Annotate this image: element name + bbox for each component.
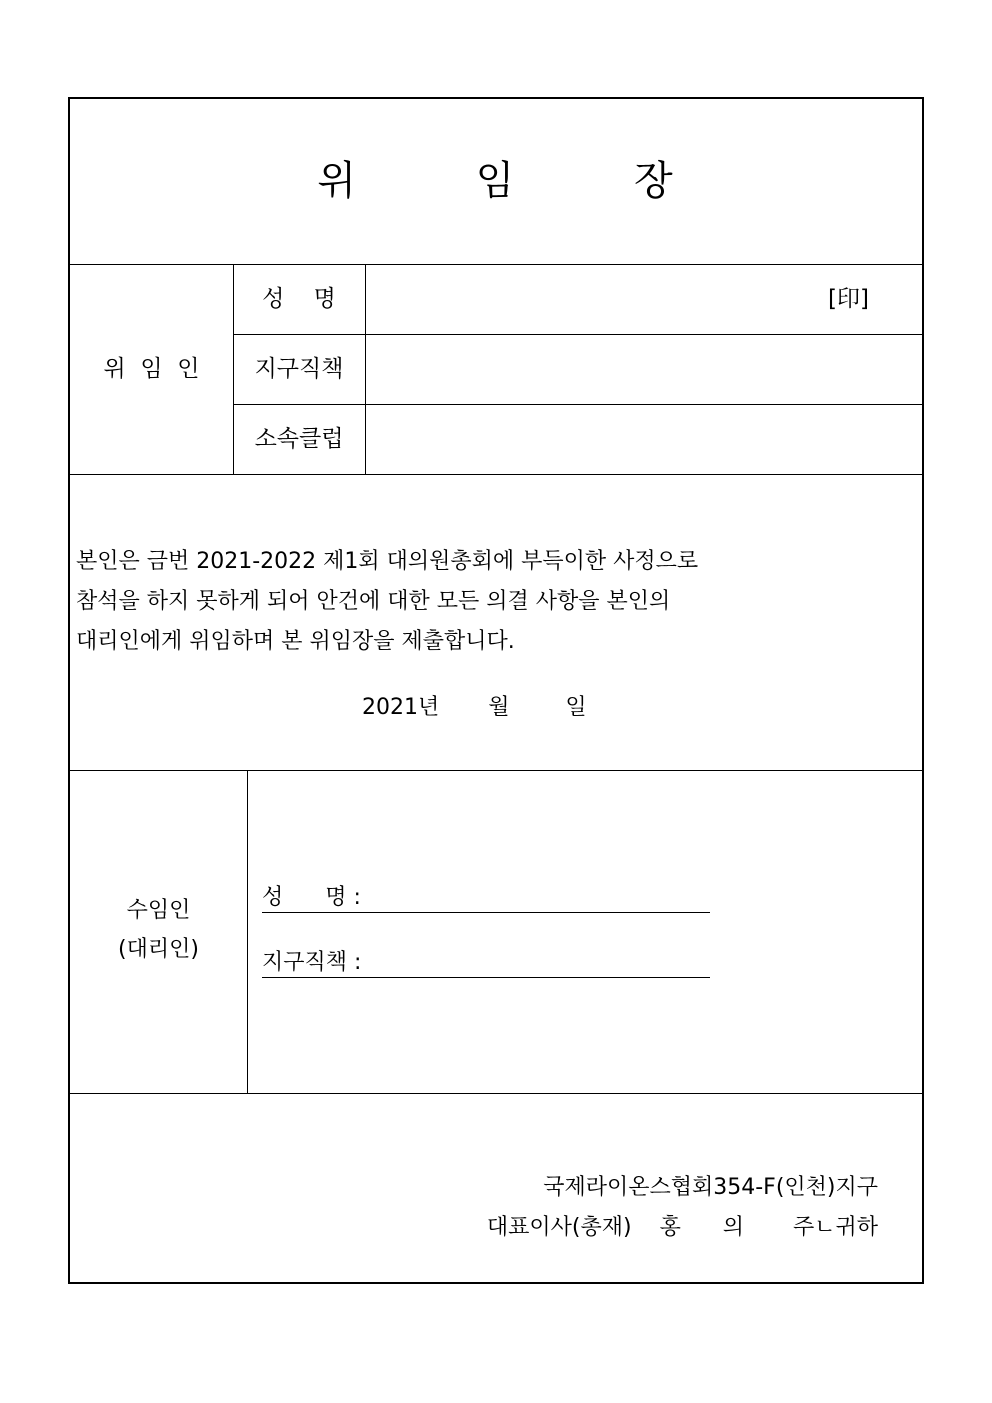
divider <box>233 334 922 335</box>
organization-name: 국제라이온스협회354-F(인천)지구 <box>543 1175 878 1200</box>
divider <box>70 770 922 771</box>
statement-date: 2021년 월 일 <box>362 695 587 720</box>
statement-line-3: 대리인에게 위임하며 본 위임장을 제출합니다. <box>76 629 515 654</box>
proxy-name-label: 성 명 : <box>262 885 361 910</box>
delegation-form <box>68 97 924 1284</box>
delegator-label: 위 임 인 <box>103 356 200 382</box>
statement-line-2: 참석을 하지 못하게 되어 안건에 대한 모든 의결 사항을 본인의 <box>76 589 671 614</box>
proxy-position-label: 지구직책 : <box>262 950 362 975</box>
seal-mark: [印] <box>828 286 869 312</box>
addressee: 대표이사(총재) 홍 의 주ㄴ귀하 <box>486 1215 878 1240</box>
divider <box>70 264 922 265</box>
divider <box>233 404 922 405</box>
proxy-label: 수임인 <box>126 898 191 923</box>
form-title: 위 임 장 <box>317 158 675 204</box>
proxy-name-field[interactable] <box>262 912 710 913</box>
proxy-label-sub: (대리인) <box>118 937 199 962</box>
delegator-position-label: 지구직책 <box>254 356 344 382</box>
statement-line-1: 본인은 금번 2021-2022 제1회 대의원총회에 부득이한 사정으로 <box>76 549 699 574</box>
delegator-club-label: 소속클럽 <box>254 426 344 452</box>
divider <box>247 771 248 1093</box>
divider <box>70 474 922 475</box>
divider <box>70 1093 922 1094</box>
proxy-position-field[interactable] <box>262 977 710 978</box>
divider <box>365 265 366 474</box>
delegator-name-label: 성 명 <box>262 286 336 312</box>
